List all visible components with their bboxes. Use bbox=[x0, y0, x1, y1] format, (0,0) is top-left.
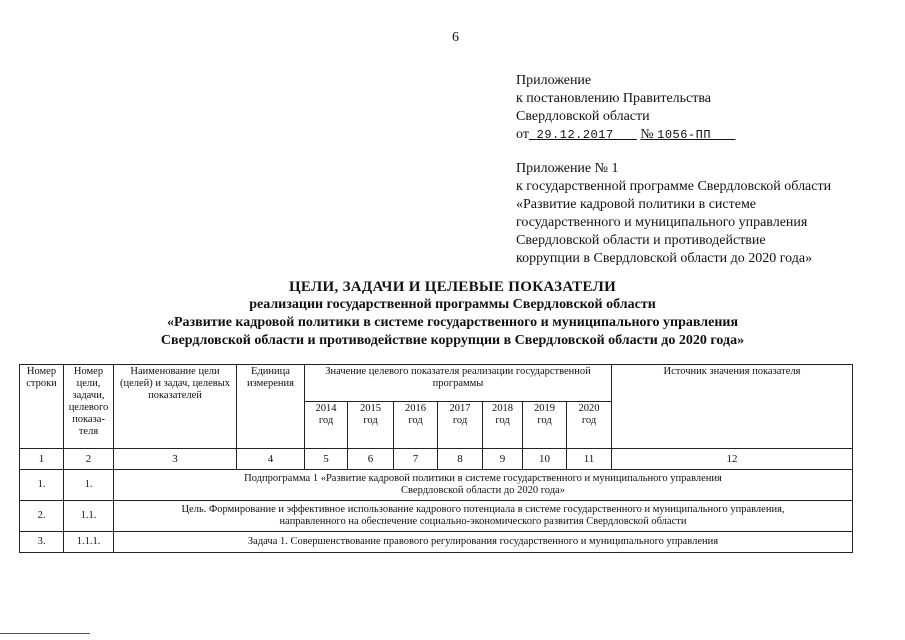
title-line: Свердловской области и противодействие коррупции в Свердловской области до 2020 года» bbox=[160, 333, 745, 348]
appendix-line: государственного и муниципального управления bbox=[516, 215, 808, 230]
row-text: Задача 1. Совершенствование правового регулирования государственного и муниципального управления bbox=[114, 532, 853, 553]
row-text: Подпрограмма 1 «Развитие кадровой политики в системе государственного и муниципального управления Свердловской области до 2020 года» bbox=[114, 470, 853, 501]
column-number: 7 bbox=[394, 449, 438, 470]
resolution-number-wrap bbox=[640, 127, 735, 142]
appendix-line: к государственной программе Свердловской области bbox=[516, 179, 832, 194]
page-number: 6 bbox=[452, 30, 459, 45]
document-title bbox=[0, 278, 905, 350]
appendix-line: «Развитие кадровой политики в системе bbox=[516, 197, 757, 212]
column-number: 6 bbox=[348, 449, 394, 470]
column-number: 1 bbox=[20, 449, 64, 470]
column-number: 8 bbox=[438, 449, 483, 470]
header-value: Значение целевого показателя реализации государственной программы bbox=[305, 365, 612, 402]
row-text: Цель. Формирование и эффективное использование кадрового потенциала в системе государственного и муниципального управления, направленного на обеспечение социально-экономического развития Свердловской области bbox=[114, 501, 853, 532]
column-number: 4 bbox=[237, 449, 305, 470]
column-number: 10 bbox=[523, 449, 567, 470]
table-header-row bbox=[20, 365, 853, 402]
header-unit: Единица измерения bbox=[237, 365, 305, 449]
title-line: ЦЕЛИ, ЗАДАЧИ И ЦЕЛЕВЫЕ ПОКАЗАТЕЛИ bbox=[288, 279, 617, 295]
row-code: 1.1.1. bbox=[64, 532, 114, 553]
year-header: 2015 год bbox=[348, 402, 394, 449]
header-goal-number: Номер цели, задачи, целевого показа-теля bbox=[64, 365, 114, 449]
appendix-line: коррупции в Свердловской области до 2020 года» bbox=[516, 251, 813, 266]
table-row bbox=[20, 501, 853, 532]
appendix-line: Свердловской области bbox=[516, 109, 650, 124]
year-header: 2019 год bbox=[523, 402, 567, 449]
column-number: 11 bbox=[567, 449, 612, 470]
title-line: «Развитие кадровой политики в системе государственного и муниципального управления bbox=[166, 315, 739, 330]
row-number: 3. bbox=[20, 532, 64, 553]
appendix-line: Приложение № 1 bbox=[516, 161, 619, 176]
appendix-line: к постановлению Правительства bbox=[516, 91, 712, 106]
row-number: 1. bbox=[20, 470, 64, 501]
year-header: 2018 год bbox=[483, 402, 523, 449]
year-header: 2017 год bbox=[438, 402, 483, 449]
appendix-line: Приложение bbox=[516, 73, 592, 88]
row-number: 2. bbox=[20, 501, 64, 532]
column-number: 12 bbox=[612, 449, 853, 470]
row-code: 1.1. bbox=[64, 501, 114, 532]
appendix-date-line bbox=[516, 126, 736, 144]
scan-edge-line bbox=[0, 633, 90, 634]
resolution-date: 29.12.2017 bbox=[536, 128, 614, 142]
column-number: 2 bbox=[64, 449, 114, 470]
column-number: 9 bbox=[483, 449, 523, 470]
table-row bbox=[20, 532, 853, 553]
column-number: 3 bbox=[114, 449, 237, 470]
number-prefix: № bbox=[640, 127, 654, 142]
table-row bbox=[20, 470, 853, 501]
year-header: 2020 год bbox=[567, 402, 612, 449]
header-name: Наименование цели (целей) и задач, целевых показателей bbox=[114, 365, 237, 449]
resolution-number: 1056-ПП bbox=[657, 128, 712, 142]
appendix-resolution-block bbox=[516, 72, 736, 144]
appendix-program-block bbox=[516, 160, 831, 268]
row-code: 1. bbox=[64, 470, 114, 501]
header-source: Источник значения показателя bbox=[612, 365, 853, 449]
date-prefix: от bbox=[516, 127, 529, 142]
column-number-row bbox=[20, 449, 853, 470]
year-header: 2016 год bbox=[394, 402, 438, 449]
year-header: 2014 год bbox=[305, 402, 348, 449]
appendix-line: Свердловской области и противодействие bbox=[516, 233, 766, 248]
header-row-number: Номер строки bbox=[20, 365, 64, 449]
column-number: 5 bbox=[305, 449, 348, 470]
title-line: реализации государственной программы Свердловской области bbox=[249, 297, 656, 312]
goals-table bbox=[19, 364, 853, 553]
